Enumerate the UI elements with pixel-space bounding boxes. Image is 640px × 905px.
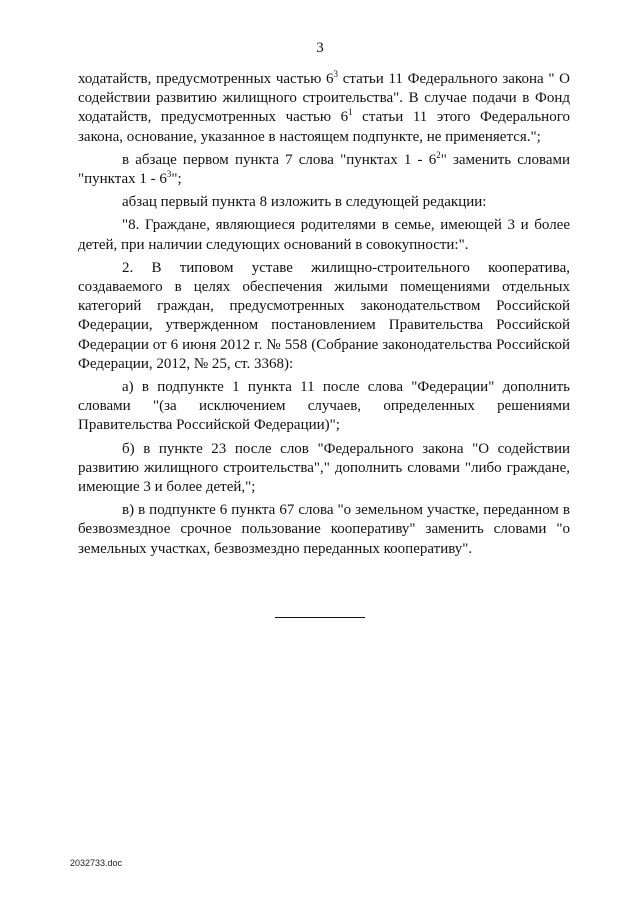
paragraph xyxy=(78,440,570,498)
paragraph xyxy=(78,70,570,147)
paragraph xyxy=(78,501,570,559)
paragraph-text: а) в подпункте 1 пункта 11 после слова "Федерации" дополнить словами "(за исключением случаев, определенных решениями Правительства Российской Федерации)"; xyxy=(78,379,570,434)
paragraph-text: в абзаце первом пункта 7 слова "пунктах 1 - 6 xyxy=(122,151,437,168)
paragraph-text: "; xyxy=(171,171,182,188)
paragraph xyxy=(78,378,570,436)
paragraph-text: ходатайств, предусмотренных частью 6 xyxy=(78,71,334,87)
paragraph-text: б) в пункте 23 после слов "Федерального закона "О содействии развитию жилищного строительства"," дополнить словами "либо граждане, имеющие 3 и более детей,"; xyxy=(78,440,570,496)
end-of-text-rule xyxy=(275,617,365,618)
paragraph-text: 2. В типовом уставе жилищно-строительного кооператива, создаваемого в целях обеспечения жилыми помещениями отдельных категорий граждан, предусмотренных законодательством Российской Федерации, утвержденном постановлением Правительства Российской Федерации от 6 июня 2012 г. № 558 (Собрание законодательства Российской Федерации, 2012, № 25, ст. 3368): xyxy=(78,259,570,372)
paragraph-text: статьи 11 Федерального закона " О содействии развитию жилищного строительства". В случае подачи в Фонд ходатайств, предусмотренных частью 6 xyxy=(78,71,570,126)
paragraph-text: в) в подпункте 6 пункта 67 слова "о земельном участке, переданном в безвозмездное срочное пользование кооперативу" заменить словами "о земельных участках, безвозмездно переданных кооперативу". xyxy=(78,502,570,557)
page-number: 3 xyxy=(316,40,324,56)
paragraph-text: абзац первый пункта 8 изложить в следующей редакции: xyxy=(122,194,487,211)
paragraph xyxy=(78,151,570,189)
paragraph-text: статьи 11 этого Федерального закона, основание, указанное в настоящем подпункте, не применяется."; xyxy=(78,109,570,145)
paragraph-text: " заменить словами "пунктах 1 - 6 xyxy=(78,151,571,188)
superscript: 1 xyxy=(348,107,353,118)
paragraph xyxy=(78,259,570,374)
paragraph-text: "8. Граждане, являющиеся родителями в семье, имеющей 3 и более детей, при наличии следующих оснований в совокупности:". xyxy=(78,217,570,253)
paragraph xyxy=(78,216,570,254)
paragraph xyxy=(78,193,570,212)
superscript: 3 xyxy=(333,69,339,79)
superscript: 3 xyxy=(166,169,172,180)
document-body xyxy=(78,70,570,563)
superscript: 2 xyxy=(436,149,441,160)
footer-filename: 2032733.doc xyxy=(70,858,123,868)
